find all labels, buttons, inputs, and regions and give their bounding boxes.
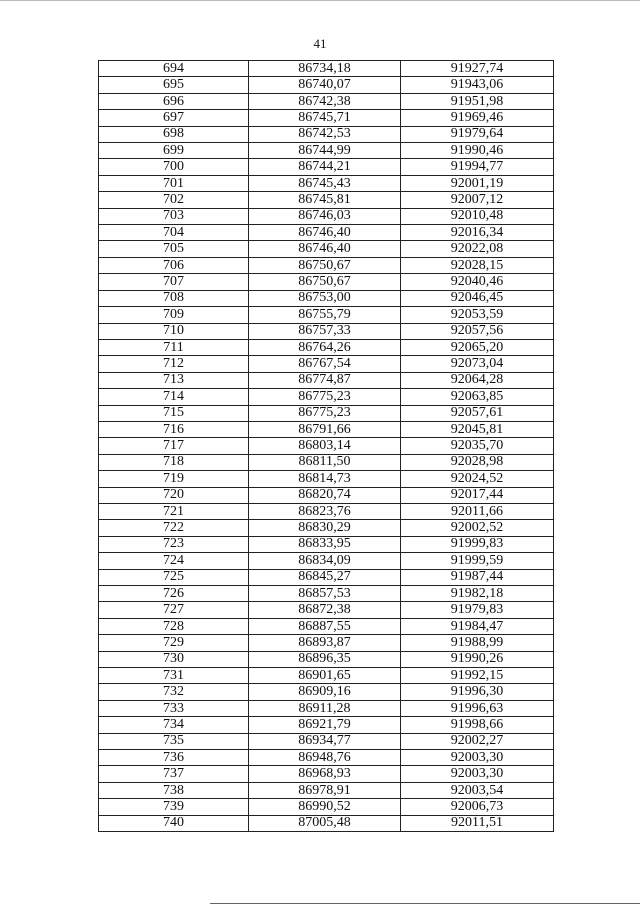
y-coordinate-cell: 92011,66 (401, 503, 554, 519)
table-row (99, 241, 554, 257)
x-coordinate-cell: 86742,38 (249, 93, 401, 109)
page-number: 41 (313, 36, 327, 51)
table-row (99, 487, 554, 503)
table-row (99, 290, 554, 306)
x-coordinate-cell: 86791,66 (249, 421, 401, 437)
coordinates-table-body (99, 61, 554, 832)
point-number-cell: 728 (99, 618, 249, 634)
y-coordinate-cell: 92003,54 (401, 782, 554, 798)
point-number-cell: 715 (99, 405, 249, 421)
point-number-cell: 699 (99, 143, 249, 159)
x-coordinate-cell: 86887,55 (249, 618, 401, 634)
y-coordinate-cell: 92073,04 (401, 356, 554, 372)
x-coordinate-cell: 86833,95 (249, 536, 401, 552)
x-coordinate-cell: 86814,73 (249, 471, 401, 487)
point-number-cell: 695 (99, 77, 249, 93)
table-row (99, 700, 554, 716)
x-coordinate-cell: 86921,79 (249, 717, 401, 733)
point-number-cell: 738 (99, 782, 249, 798)
table-row (99, 766, 554, 782)
x-coordinate-cell: 87005,48 (249, 815, 401, 831)
x-coordinate-cell: 86811,50 (249, 454, 401, 470)
table-row (99, 389, 554, 405)
y-coordinate-cell: 91987,44 (401, 569, 554, 585)
x-coordinate-cell: 86823,76 (249, 503, 401, 519)
x-coordinate-cell: 86968,93 (249, 766, 401, 782)
y-coordinate-cell: 92063,85 (401, 389, 554, 405)
y-coordinate-cell: 91969,46 (401, 110, 554, 126)
y-coordinate-cell: 92002,27 (401, 733, 554, 749)
table-row (99, 668, 554, 684)
point-number-cell: 708 (99, 290, 249, 306)
table-row (99, 339, 554, 355)
y-coordinate-cell: 92040,46 (401, 274, 554, 290)
x-coordinate-cell: 86745,81 (249, 192, 401, 208)
y-coordinate-cell: 92001,19 (401, 175, 554, 191)
y-coordinate-cell: 92003,30 (401, 750, 554, 766)
point-number-cell: 732 (99, 684, 249, 700)
x-coordinate-cell: 86990,52 (249, 799, 401, 815)
point-number-cell: 704 (99, 225, 249, 241)
table-row (99, 717, 554, 733)
table-row (99, 208, 554, 224)
x-coordinate-cell: 86742,53 (249, 126, 401, 142)
point-number-cell: 705 (99, 241, 249, 257)
x-coordinate-cell: 86744,99 (249, 143, 401, 159)
x-coordinate-cell: 86740,07 (249, 77, 401, 93)
table-row (99, 471, 554, 487)
x-coordinate-cell: 86753,00 (249, 290, 401, 306)
table-row (99, 307, 554, 323)
table-row (99, 454, 554, 470)
table-row (99, 618, 554, 634)
table-row (99, 421, 554, 437)
x-coordinate-cell: 86948,76 (249, 750, 401, 766)
x-coordinate-cell: 86755,79 (249, 307, 401, 323)
point-number-cell: 718 (99, 454, 249, 470)
x-coordinate-cell: 86901,65 (249, 668, 401, 684)
x-coordinate-cell: 86744,21 (249, 159, 401, 175)
table-row (99, 143, 554, 159)
x-coordinate-cell: 86909,16 (249, 684, 401, 700)
y-coordinate-cell: 92053,59 (401, 307, 554, 323)
point-number-cell: 713 (99, 372, 249, 388)
table-row (99, 684, 554, 700)
point-number-cell: 727 (99, 602, 249, 618)
point-number-cell: 723 (99, 536, 249, 552)
point-number-cell: 698 (99, 126, 249, 142)
table-row (99, 110, 554, 126)
table-row (99, 750, 554, 766)
table-row (99, 93, 554, 109)
table-row (99, 799, 554, 815)
x-coordinate-cell: 86820,74 (249, 487, 401, 503)
x-coordinate-cell: 86746,40 (249, 241, 401, 257)
x-coordinate-cell: 86872,38 (249, 602, 401, 618)
table-row (99, 175, 554, 191)
point-number-cell: 722 (99, 520, 249, 536)
point-number-cell: 709 (99, 307, 249, 323)
point-number-cell: 740 (99, 815, 249, 831)
y-coordinate-cell: 91996,30 (401, 684, 554, 700)
table-row (99, 651, 554, 667)
y-coordinate-cell: 92035,70 (401, 438, 554, 454)
table-row (99, 782, 554, 798)
point-number-cell: 712 (99, 356, 249, 372)
point-number-cell: 706 (99, 257, 249, 273)
x-coordinate-cell: 86978,91 (249, 782, 401, 798)
table-row (99, 323, 554, 339)
y-coordinate-cell: 91984,47 (401, 618, 554, 634)
y-coordinate-cell: 92006,73 (401, 799, 554, 815)
table-row (99, 61, 554, 77)
x-coordinate-cell: 86830,29 (249, 520, 401, 536)
table-row (99, 372, 554, 388)
table-row (99, 405, 554, 421)
y-coordinate-cell: 91990,26 (401, 651, 554, 667)
point-number-cell: 739 (99, 799, 249, 815)
x-coordinate-cell: 86734,18 (249, 61, 401, 77)
y-coordinate-cell: 92017,44 (401, 487, 554, 503)
x-coordinate-cell: 86774,87 (249, 372, 401, 388)
point-number-cell: 721 (99, 503, 249, 519)
x-coordinate-cell: 86746,03 (249, 208, 401, 224)
y-coordinate-cell: 91990,46 (401, 143, 554, 159)
table-row (99, 438, 554, 454)
y-coordinate-cell: 91994,77 (401, 159, 554, 175)
point-number-cell: 726 (99, 586, 249, 602)
x-coordinate-cell: 86857,53 (249, 586, 401, 602)
table-row (99, 733, 554, 749)
table-row (99, 635, 554, 651)
point-number-cell: 729 (99, 635, 249, 651)
point-number-cell: 707 (99, 274, 249, 290)
table-row (99, 602, 554, 618)
point-number-cell: 700 (99, 159, 249, 175)
x-coordinate-cell: 86834,09 (249, 553, 401, 569)
x-coordinate-cell: 86911,28 (249, 700, 401, 716)
point-number-cell: 734 (99, 717, 249, 733)
y-coordinate-cell: 92011,51 (401, 815, 554, 831)
x-coordinate-cell: 86775,23 (249, 405, 401, 421)
y-coordinate-cell: 91999,83 (401, 536, 554, 552)
x-coordinate-cell: 86750,67 (249, 274, 401, 290)
point-number-cell: 702 (99, 192, 249, 208)
y-coordinate-cell: 92064,28 (401, 372, 554, 388)
x-coordinate-cell: 86775,23 (249, 389, 401, 405)
point-number-cell: 736 (99, 750, 249, 766)
table-row (99, 536, 554, 552)
table-row (99, 126, 554, 142)
point-number-cell: 714 (99, 389, 249, 405)
y-coordinate-cell: 92010,48 (401, 208, 554, 224)
table-row (99, 815, 554, 831)
point-number-cell: 724 (99, 553, 249, 569)
x-coordinate-cell: 86745,43 (249, 175, 401, 191)
coordinates-table (98, 60, 554, 832)
point-number-cell: 703 (99, 208, 249, 224)
y-coordinate-cell: 91988,99 (401, 635, 554, 651)
point-number-cell: 730 (99, 651, 249, 667)
point-number-cell: 733 (99, 700, 249, 716)
table-row (99, 569, 554, 585)
y-coordinate-cell: 92007,12 (401, 192, 554, 208)
y-coordinate-cell: 91943,06 (401, 77, 554, 93)
y-coordinate-cell: 91982,18 (401, 586, 554, 602)
y-coordinate-cell: 91979,83 (401, 602, 554, 618)
point-number-cell: 731 (99, 668, 249, 684)
x-coordinate-cell: 86934,77 (249, 733, 401, 749)
y-coordinate-cell: 92028,98 (401, 454, 554, 470)
x-coordinate-cell: 86746,40 (249, 225, 401, 241)
point-number-cell: 711 (99, 339, 249, 355)
x-coordinate-cell: 86893,87 (249, 635, 401, 651)
y-coordinate-cell: 92003,30 (401, 766, 554, 782)
point-number-cell: 701 (99, 175, 249, 191)
y-coordinate-cell: 91927,74 (401, 61, 554, 77)
table-row (99, 225, 554, 241)
x-coordinate-cell: 86767,54 (249, 356, 401, 372)
point-number-cell: 697 (99, 110, 249, 126)
x-coordinate-cell: 86750,67 (249, 257, 401, 273)
y-coordinate-cell: 92024,52 (401, 471, 554, 487)
y-coordinate-cell: 91992,15 (401, 668, 554, 684)
y-coordinate-cell: 91951,98 (401, 93, 554, 109)
table-row (99, 503, 554, 519)
page-top-edge (0, 0, 640, 1)
y-coordinate-cell: 91998,66 (401, 717, 554, 733)
table-row (99, 553, 554, 569)
y-coordinate-cell: 92002,52 (401, 520, 554, 536)
table-row (99, 520, 554, 536)
y-coordinate-cell: 92057,61 (401, 405, 554, 421)
point-number-cell: 719 (99, 471, 249, 487)
point-number-cell: 735 (99, 733, 249, 749)
x-coordinate-cell: 86757,33 (249, 323, 401, 339)
point-number-cell: 710 (99, 323, 249, 339)
table-row (99, 356, 554, 372)
point-number-cell: 720 (99, 487, 249, 503)
table-row (99, 192, 554, 208)
y-coordinate-cell: 92046,45 (401, 290, 554, 306)
y-coordinate-cell: 91996,63 (401, 700, 554, 716)
y-coordinate-cell: 92057,56 (401, 323, 554, 339)
y-coordinate-cell: 91979,64 (401, 126, 554, 142)
table-row (99, 274, 554, 290)
y-coordinate-cell: 92022,08 (401, 241, 554, 257)
table-row (99, 77, 554, 93)
point-number-cell: 717 (99, 438, 249, 454)
x-coordinate-cell: 86745,71 (249, 110, 401, 126)
point-number-cell: 737 (99, 766, 249, 782)
x-coordinate-cell: 86896,35 (249, 651, 401, 667)
y-coordinate-cell: 92028,15 (401, 257, 554, 273)
x-coordinate-cell: 86845,27 (249, 569, 401, 585)
y-coordinate-cell: 92065,20 (401, 339, 554, 355)
point-number-cell: 694 (99, 61, 249, 77)
table-row (99, 257, 554, 273)
x-coordinate-cell: 86803,14 (249, 438, 401, 454)
table-row (99, 159, 554, 175)
y-coordinate-cell: 91999,59 (401, 553, 554, 569)
table-row (99, 586, 554, 602)
point-number-cell: 725 (99, 569, 249, 585)
x-coordinate-cell: 86764,26 (249, 339, 401, 355)
y-coordinate-cell: 92045,81 (401, 421, 554, 437)
point-number-cell: 716 (99, 421, 249, 437)
point-number-cell: 696 (99, 93, 249, 109)
y-coordinate-cell: 92016,34 (401, 225, 554, 241)
page-bottom-edge (210, 903, 640, 904)
